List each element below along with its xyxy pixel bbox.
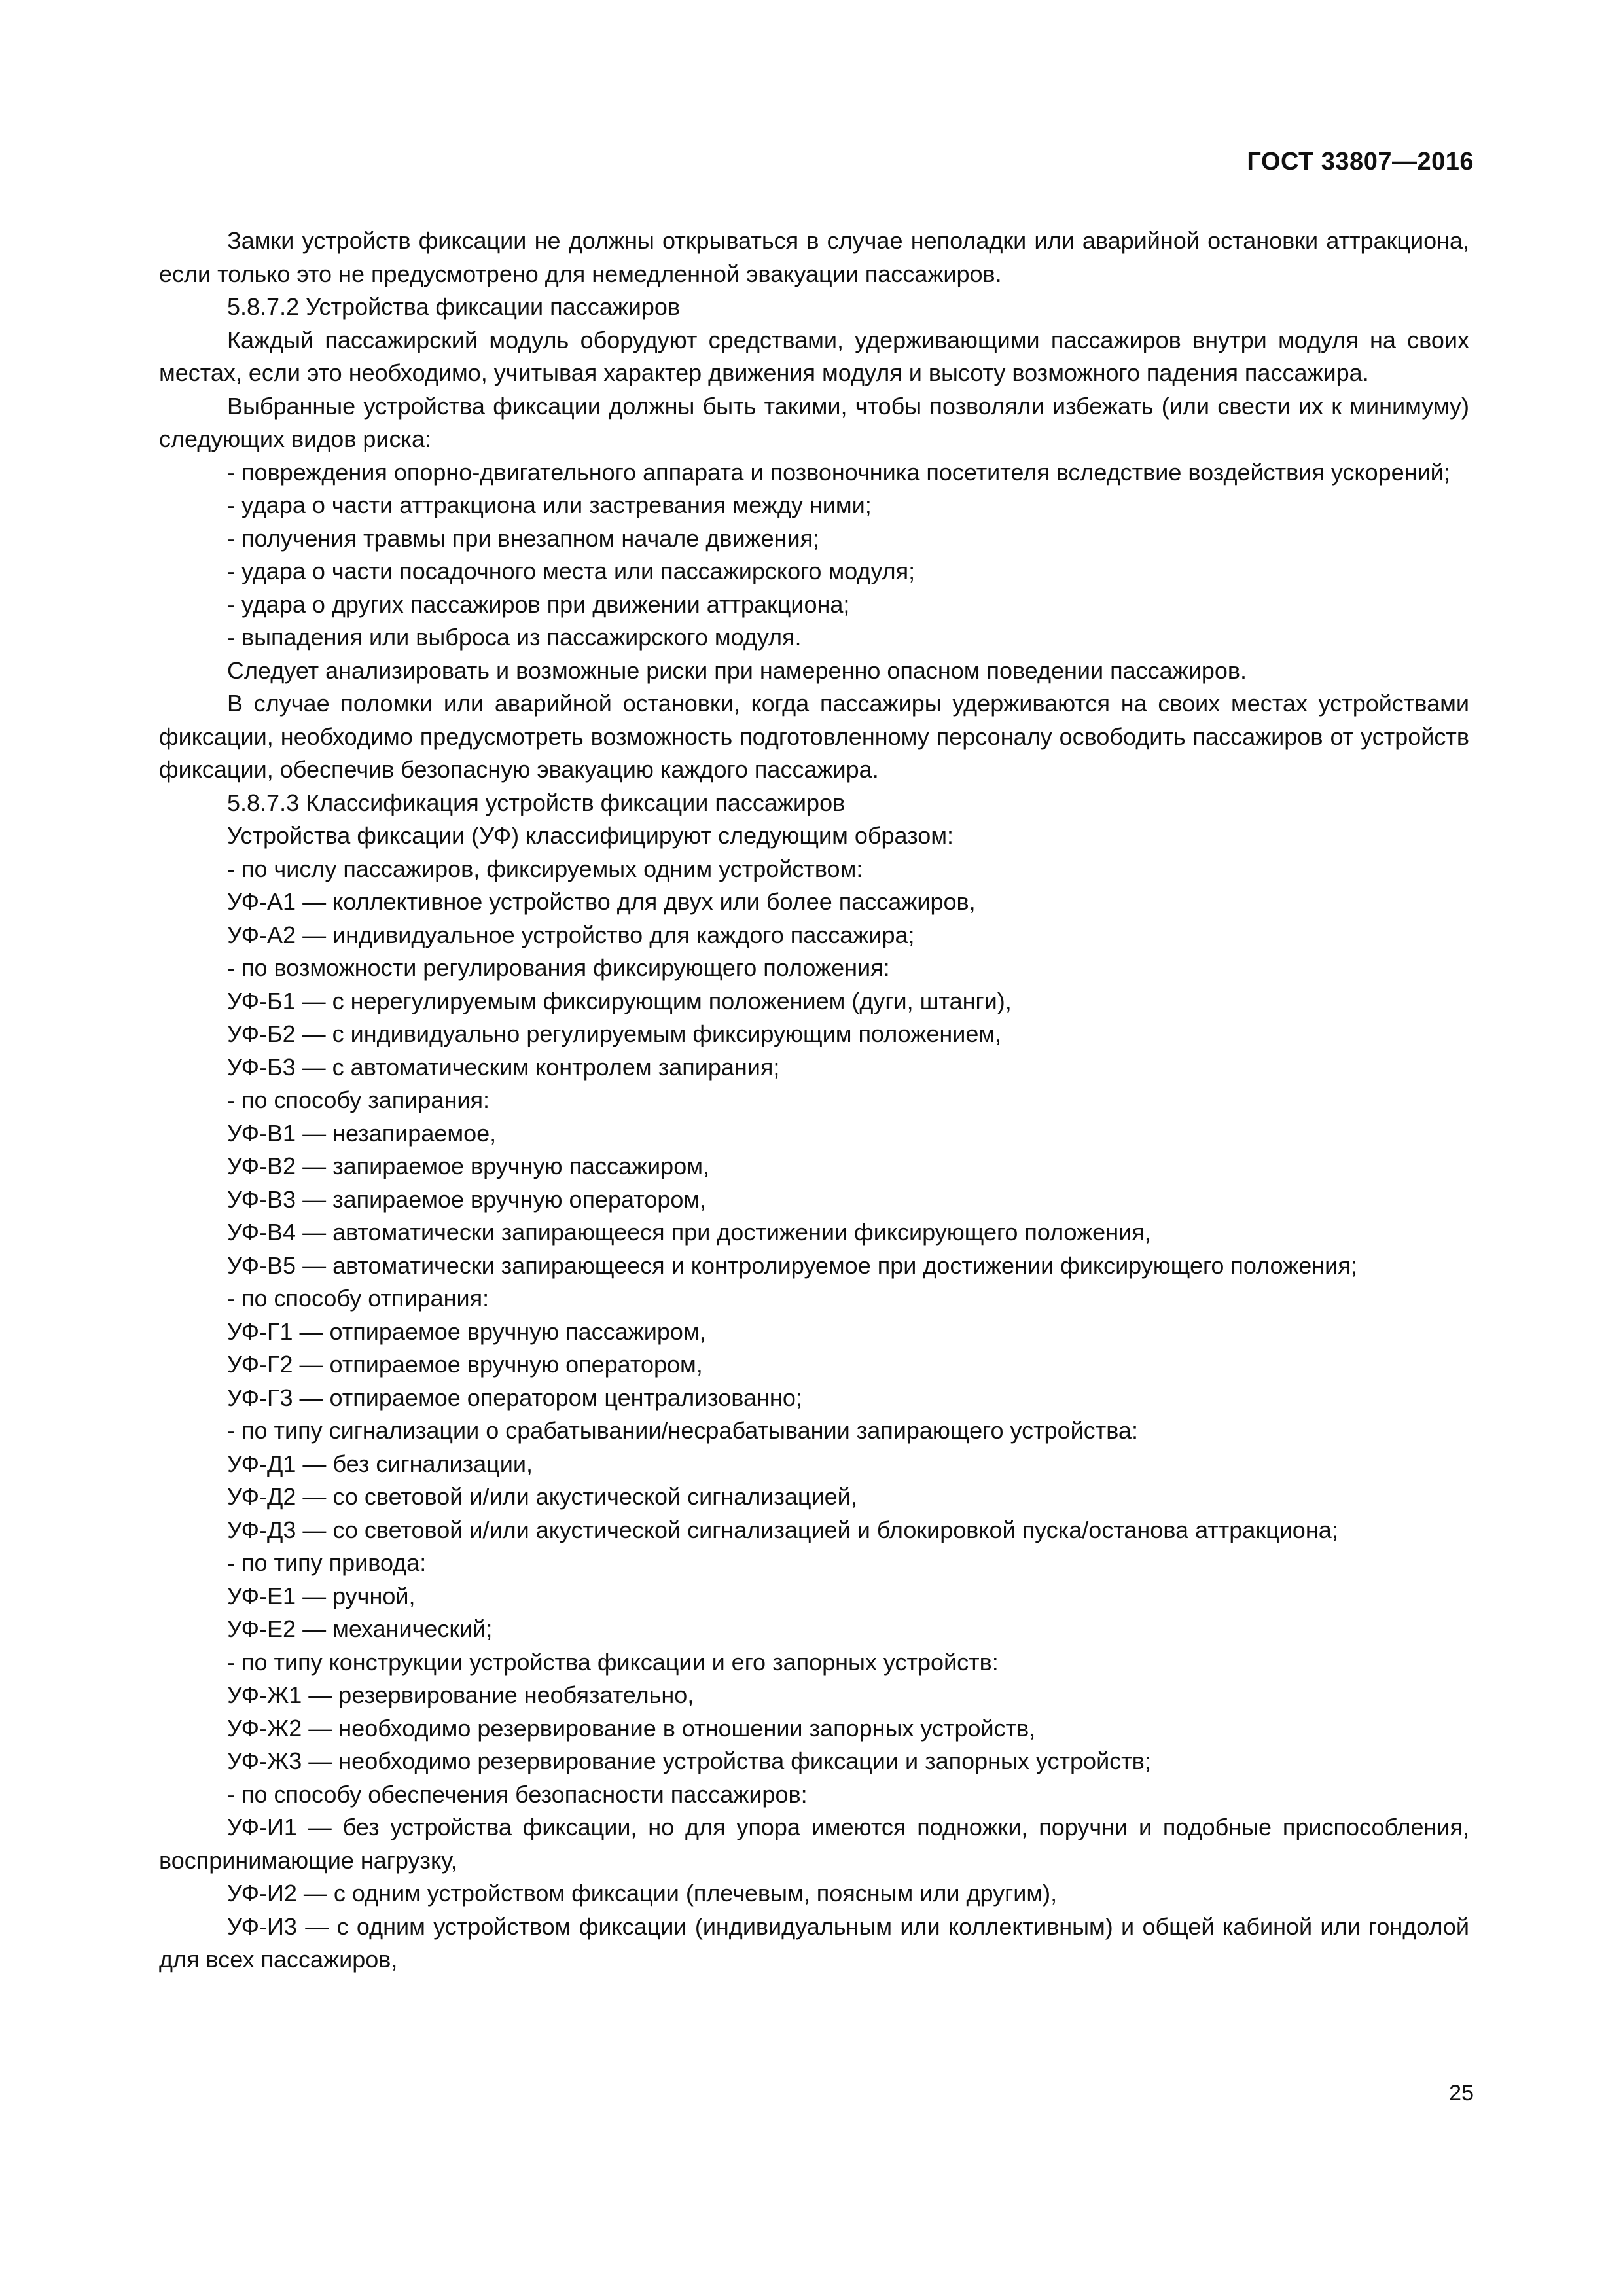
list-item: УФ-Г1 — отпираемое вручную пассажиром,	[227, 1318, 706, 1345]
list-item: УФ-В3 — запираемое вручную оператором,	[227, 1185, 707, 1213]
list-item: УФ-Ж3 — необходимо резервирование устройства фиксации и запорных устройств;	[227, 1748, 1151, 1774]
document-body	[159, 224, 1469, 1977]
list-item: - удара о части аттракциона или застревания между ними;	[227, 492, 872, 518]
list-item: УФ-Б1 — с нерегулируемым фиксирующим положением (дуги, штанги),	[227, 987, 1012, 1014]
paragraph: Устройства фиксации (УФ) классифицируют следующим образом:	[227, 822, 954, 849]
list-item: УФ-В1 — незапираемое,	[227, 1119, 497, 1147]
list-item: УФ-Ж1 — резервирование необязательно,	[227, 1681, 694, 1708]
paragraph: Выбранные устройства фиксации должны быть такими, чтобы позволяли избежать (или свести их к минимуму) следующих видов риска:	[159, 392, 1469, 452]
list-item: - по типу сигнализации о срабатывании/несрабатывании запирающего устройства:	[227, 1417, 1138, 1444]
list-item: УФ-И3 — с одним устройством фиксации (индивидуальным или коллективным) и общей кабиной или гондолой для всех пассажиров,	[159, 1912, 1469, 1973]
list-item: - получения травмы при внезапном начале движения;	[227, 524, 820, 552]
list-item: УФ-И2 — с одним устройством фиксации (плечевым, поясным или другим),	[227, 1880, 1058, 1907]
list-item: УФ-И1 — без устройства фиксации, но для упора имеются подножки, поручни и подобные приспособления, воспринимающие нагрузку,	[159, 1814, 1469, 1874]
page-number: 25	[1449, 2081, 1474, 2106]
list-item: УФ-В2 — запираемое вручную пассажиром,	[227, 1153, 709, 1179]
paragraph: Каждый пассажирский модуль оборудуют средствами, удерживающими пассажиров внутри модуля на своих местах, если это необходимо, учитывая характер движения модуля и высоту возможного падения пассажира.	[159, 326, 1469, 386]
list-item: УФ-В5 — автоматически запирающееся и контролируемое при достижении фиксирующего положения;	[227, 1251, 1357, 1279]
list-item: - выпадения или выброса из пассажирского модуля.	[227, 624, 802, 651]
list-item: УФ-Г3 — отпираемое оператором централизованно;	[227, 1384, 802, 1411]
list-item: УФ-Б3 — с автоматическим контролем запирания;	[227, 1053, 780, 1081]
list-item: УФ-В4 — автоматически запирающееся при достижении фиксирующего положения,	[227, 1219, 1151, 1246]
list-item: - по типу конструкции устройства фиксации и его запорных устройств:	[227, 1648, 999, 1676]
list-item: УФ-Е1 — ручной,	[227, 1582, 416, 1609]
list-item: УФ-Ж2 — необходимо резервирование в отношении запорных устройств,	[227, 1714, 1036, 1742]
list-item: УФ-Е2 — механический;	[227, 1615, 493, 1642]
list-item: УФ-Б2 — с индивидуально регулируемым фиксирующим положением,	[227, 1020, 1002, 1047]
list-item: УФ-А2 — индивидуальное устройство для каждого пассажира;	[227, 921, 915, 948]
list-item: УФ-Д1 — без сигнализации,	[227, 1450, 533, 1477]
list-item: - по возможности регулирования фиксирующего положения:	[227, 954, 890, 981]
section-heading: 5.8.7.3 Классификация устройств фиксации пассажиров	[227, 789, 846, 816]
list-item: - повреждения опорно-двигательного аппарата и позвоночника посетителя вследствие воздействия ускорений;	[227, 458, 1450, 486]
list-item: - по типу привода:	[227, 1549, 427, 1576]
list-item: УФ-Г2 — отпираемое вручную оператором,	[227, 1351, 703, 1378]
list-item: - удара о других пассажиров при движении аттракциона;	[227, 590, 850, 618]
section-heading: 5.8.7.2 Устройства фиксации пассажиров	[227, 293, 681, 320]
list-item: УФ-Д2 — со световой и/или акустической сигнализацией,	[227, 1483, 857, 1510]
list-item: - по числу пассажиров, фиксируемых одним устройством:	[227, 855, 863, 882]
paragraph: В случае поломки или аварийной остановки, когда пассажиры удерживаются на своих местах устройствами фиксации, необходимо предусмотреть возможность подготовленному персоналу освободить пассажиров от устройств фиксации, обеспечив безопасную эвакуацию каждого пассажира.	[159, 690, 1469, 783]
list-item: - удара о части посадочного места или пассажирского модуля;	[227, 558, 916, 584]
paragraph: Замки устройств фиксации не должны открываться в случае неполадки или аварийной остановки аттракциона, если только это не предусмотрено для немедленной эвакуации пассажиров.	[159, 227, 1469, 287]
document-header-id: ГОСТ 33807—2016	[1247, 148, 1474, 175]
list-item: - по способу запирания:	[227, 1086, 490, 1113]
list-item: УФ-А1 — коллективное устройство для двух или более пассажиров,	[227, 888, 976, 915]
list-item: УФ-Д3 — со световой и/или акустической сигнализацией и блокировкой пуска/останова аттракциона;	[227, 1516, 1338, 1543]
paragraph: Следует анализировать и возможные риски при намеренно опасном поведении пассажиров.	[227, 656, 1247, 684]
list-item: - по способу обеспечения безопасности пассажиров:	[227, 1780, 808, 1808]
list-item: - по способу отпирания:	[227, 1285, 490, 1312]
